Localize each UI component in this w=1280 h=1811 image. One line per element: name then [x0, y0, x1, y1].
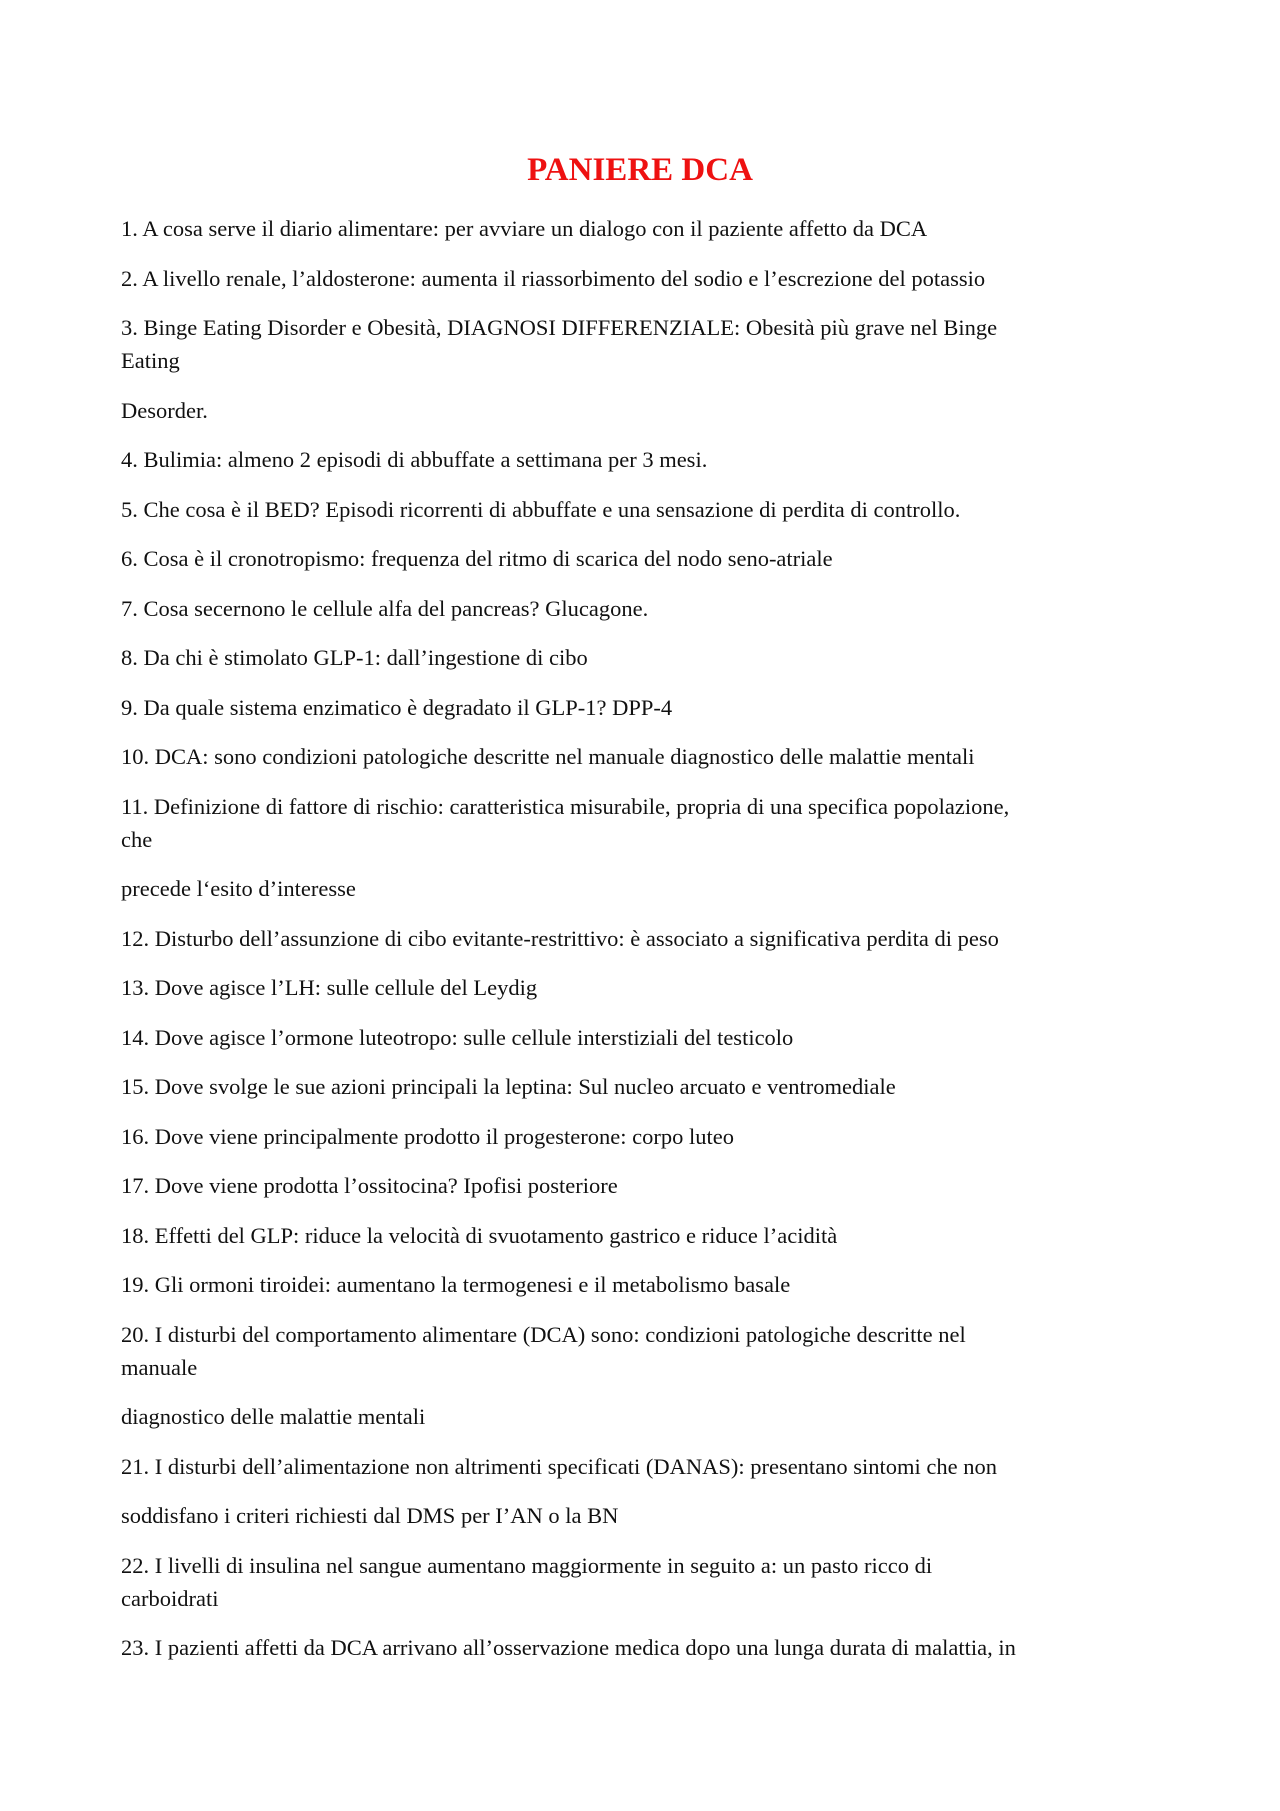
document-body	[121, 212, 1166, 1681]
line-14: 14. Dove agisce l’ormone luteotropo: sulle cellule interstiziali del testicolo	[121, 1024, 794, 1050]
line-17: 17. Dove viene prodotta l’ossitocina? Ipofisi posteriore	[121, 1173, 618, 1198]
line-16: 16. Dove viene principalmente prodotto il progesterone: corpo luteo	[121, 1123, 734, 1149]
line-8: 8. Da chi è stimolato GLP-1: dall’ingestione di cibo	[121, 645, 588, 670]
line-3a: 3. Binge Eating Disorder e Obesità, DIAGNOSI DIFFERENZIALE: Obesità più grave nel Binge	[121, 315, 998, 340]
line-2: 2. A livello renale, l’aldosterone: aumenta il riassorbimento del sodio e l’escrezione del potassio	[121, 265, 986, 291]
document-title: PANIERE DCA	[527, 152, 753, 188]
line-23: 23. I pazienti affetti da DCA arrivano all’osservazione medica dopo una lunga durata di malattia, in	[121, 1635, 1016, 1660]
line-21a: 21. I disturbi dell’alimentazione non altrimenti specificati (DANAS): presentano sintomi che non	[121, 1453, 998, 1479]
line-19: 19. Gli ormoni tiroidei: aumentano la termogenesi e il metabolismo basale	[121, 1272, 791, 1297]
line-21b: soddisfano i criteri richiesti dal DMS per I’AN o la BN	[121, 1503, 619, 1528]
paragraph-22	[121, 1549, 1166, 1615]
line-15: 15. Dove svolge le sue azioni principali la leptina: Sul nucleo arcuato e ventromediale	[121, 1074, 896, 1099]
paragraph-20	[121, 1318, 1166, 1384]
line-11b: che	[121, 826, 153, 852]
line-10: 10. DCA: sono condizioni patologiche descritte nel manuale diagnostico delle malattie mentali	[121, 744, 975, 769]
line-20b: manuale	[121, 1354, 198, 1380]
line-4: 4. Bulimia: almeno 2 episodi di abbuffate a settimana per 3 mesi.	[121, 447, 708, 472]
line-20c: diagnostico delle malattie mentali	[121, 1404, 426, 1429]
line-20a: 20. I disturbi del comportamento alimentare (DCA) sono: condizioni patologiche descritte nel	[121, 1321, 966, 1347]
line-11a: 11. Definizione di fattore di rischio: caratteristica misurabile, propria di una specifica popolazione,	[121, 793, 1010, 819]
paragraph-3	[121, 311, 1166, 377]
line-6: 6. Cosa è il cronotropismo: frequenza del ritmo di scarica del nodo seno-atriale	[121, 546, 833, 571]
line-7: 7. Cosa secernono le cellule alfa del pancreas? Glucagone.	[121, 595, 649, 621]
line-18: 18. Effetti del GLP: riduce la velocità di svuotamento gastrico e riduce l’acidità	[121, 1222, 838, 1248]
line-3c: Desorder.	[121, 397, 208, 423]
line-9: 9. Da quale sistema enzimatico è degradato il GLP-1? DPP-4	[121, 694, 673, 720]
line-13: 13. Dove agisce l’LH: sulle cellule del Leydig	[121, 975, 538, 1000]
line-3b: Eating	[121, 348, 180, 373]
line-12: 12. Disturbo dell’assunzione di cibo evitante-restrittivo: è associato a significativa perdita di peso	[121, 925, 999, 951]
line-5: 5. Che cosa è il BED? Episodi ricorrenti di abbuffate e una sensazione di perdita di controllo.	[121, 496, 961, 522]
line-11c: precede l‘esito d’interesse	[121, 876, 356, 901]
line-22a: 22. I livelli di insulina nel sangue aumentano maggiormente in seguito a: un pasto ricco di	[121, 1552, 933, 1578]
paragraph-11	[121, 790, 1166, 856]
line-1: 1. A cosa serve il diario alimentare: per avviare un dialogo con il paziente affetto da DCA	[121, 216, 928, 241]
line-22b: carboidrati	[121, 1585, 219, 1611]
